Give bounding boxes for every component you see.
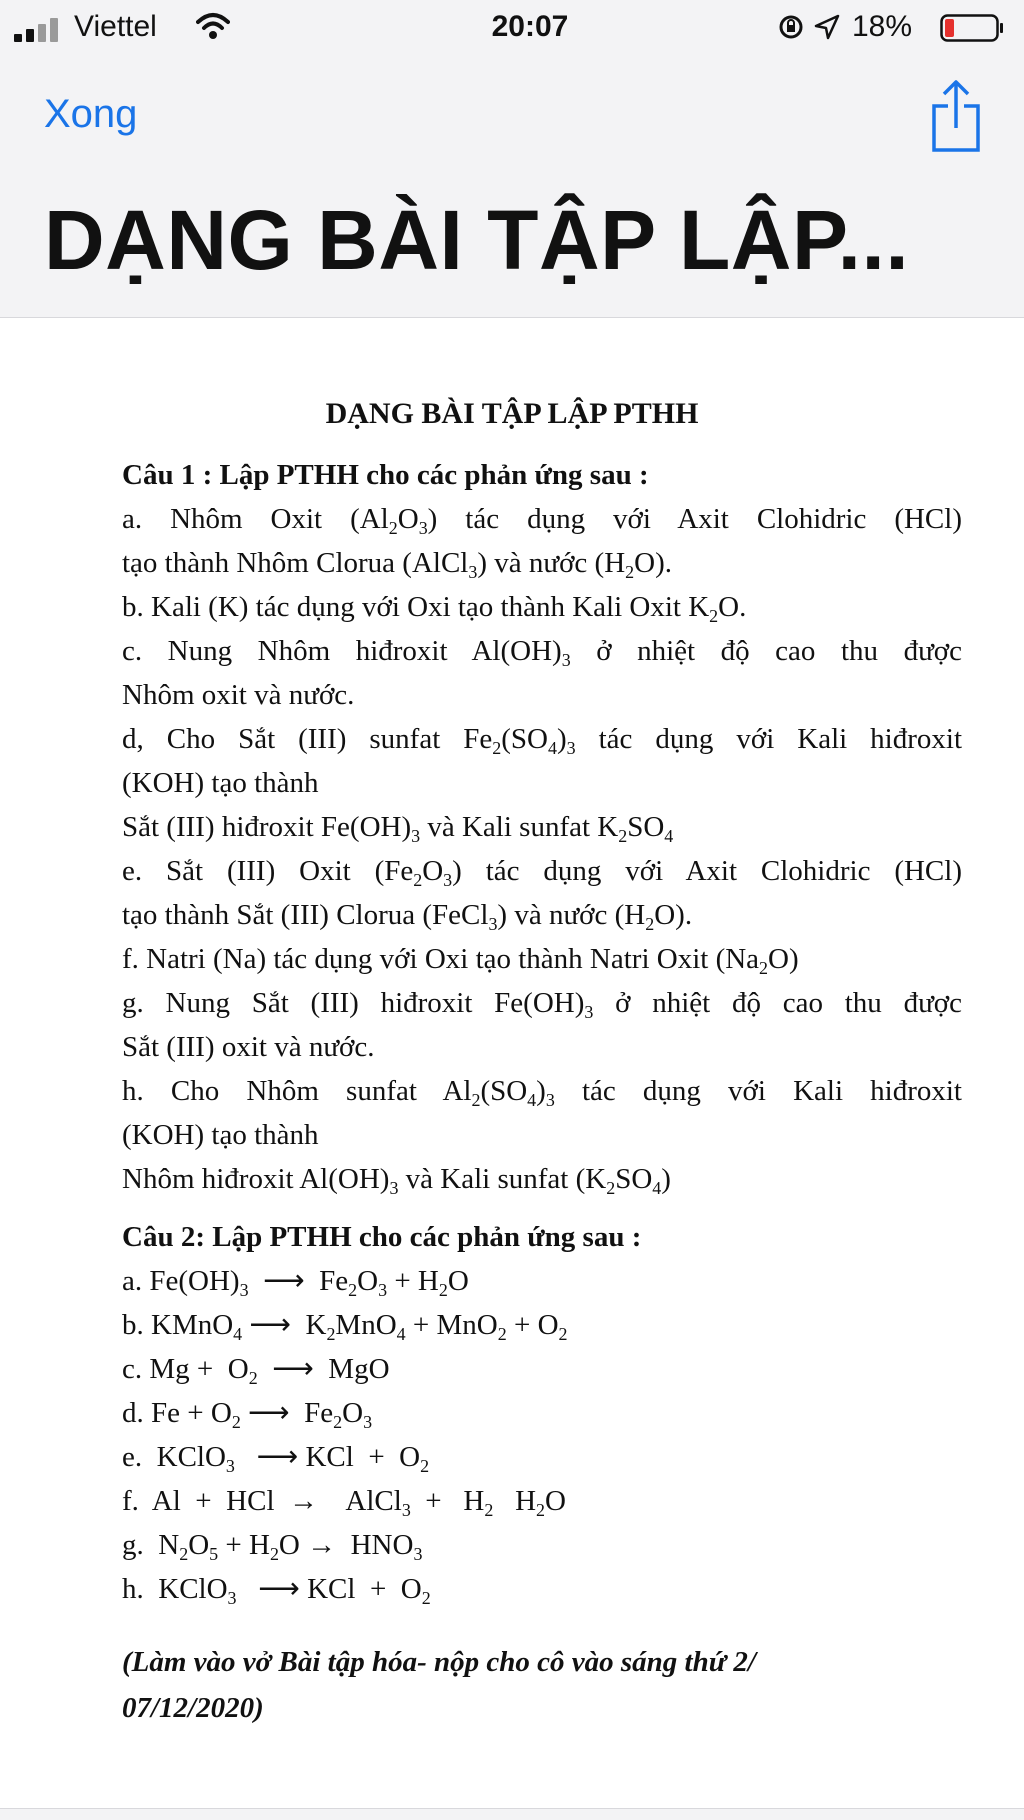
q2-equation-d bbox=[122, 1391, 962, 1435]
question-2-heading: Câu 2: Lập PTHH cho các phản ứng sau : bbox=[122, 1221, 642, 1253]
top-chrome bbox=[0, 0, 1024, 318]
equation-term: ⟶ KCl + O bbox=[234, 1441, 421, 1473]
q2-equation-a bbox=[122, 1259, 962, 1303]
equation-term: g. N bbox=[122, 1529, 180, 1561]
equation-term: c. Mg + O bbox=[122, 1353, 249, 1385]
q1-item-d-line-2: (KOH) tạo thành bbox=[122, 767, 319, 799]
equation-term: h. KClO bbox=[122, 1573, 228, 1605]
equation-term: O bbox=[188, 1529, 210, 1561]
q1-item-a-line-1: a. Nhôm Oxit $(Al_2O_3)$ tác dụng với Axit Clohidric (HCl) bbox=[122, 503, 962, 538]
q1-item-b: b. Kali (K) tác dụng với Oxi tạo thành Kali Oxit $K_2O$. bbox=[122, 591, 747, 626]
carrier-name: Viettel bbox=[74, 10, 157, 43]
q1-item-h-line-2: (KOH) tạo thành bbox=[122, 1119, 319, 1151]
equation-subscript: 3 bbox=[227, 1588, 237, 1608]
equation-term: H bbox=[493, 1485, 537, 1517]
equation-term: + H bbox=[410, 1485, 485, 1517]
equation-subscript: 2 bbox=[248, 1368, 258, 1388]
q1-item-e-line-2: tạo thành Sắt (III) Clorua (FeCl$_3$) và nước $(H_2O)$. bbox=[122, 899, 693, 934]
equation-term: O bbox=[447, 1265, 469, 1297]
done-button[interactable]: Xong bbox=[44, 92, 138, 136]
equation-subscript: 2 bbox=[348, 1280, 358, 1300]
equation-subscript: 3 bbox=[401, 1500, 411, 1520]
assignment-note-line-2: 07/12/2020) bbox=[122, 1692, 264, 1724]
battery-icon bbox=[940, 14, 1004, 42]
equation-subscript: 2 bbox=[536, 1500, 546, 1520]
document-view bbox=[0, 319, 1024, 1820]
equation-subscript: 2 bbox=[484, 1500, 494, 1520]
equation-subscript: 5 bbox=[209, 1544, 219, 1564]
equation-term: O bbox=[342, 1397, 364, 1429]
equation-subscript: 2 bbox=[269, 1544, 279, 1564]
equation-subscript: 2 bbox=[421, 1588, 431, 1608]
q1-item-d-line-3: Sắt (III) hiđroxit $Fe(OH)_3$ và Kali sunfat $K_2SO_4$ bbox=[122, 811, 674, 846]
equation-subscript: 2 bbox=[438, 1280, 448, 1300]
q1-item-e-line-1: e. Sắt (III) Oxit $(Fe_2O_3)$ tác dụng với Axit Clohidric (HCl) bbox=[122, 855, 962, 890]
bottom-toolbar bbox=[0, 1808, 1024, 1820]
q1-item-d-line-1: d, Cho Sắt (III) sunfat $Fe_2(SO_4)_3$ tác dụng với Kali hiđroxit bbox=[122, 723, 962, 758]
q1-item-g-line-2: Sắt (III) oxit và nước. bbox=[122, 1031, 375, 1063]
equation-term: MnO bbox=[335, 1309, 397, 1341]
q1-item-c-line-1: c. Nung Nhôm hiđroxit $Al(OH)_3$ ở nhiệt độ cao thu được bbox=[122, 635, 962, 670]
share-icon[interactable] bbox=[928, 78, 984, 154]
document-title: DẠNG BÀI TẬP LẬP PTHH bbox=[325, 397, 699, 430]
equation-term: O bbox=[545, 1485, 566, 1517]
q1-item-h-line-3: Nhôm hiđroxit $Al(OH)_3$ và Kali sunfat $(K_2SO_4)$ bbox=[122, 1163, 671, 1198]
question-1-heading: Câu 1 : Lập PTHH cho các phản ứng sau : bbox=[122, 459, 649, 491]
battery-percent: 18% bbox=[852, 10, 913, 43]
equation-term: + MnO bbox=[405, 1309, 498, 1341]
equation-term: e. KClO bbox=[122, 1441, 226, 1473]
document-body bbox=[122, 453, 962, 1731]
equation-term: O bbox=[357, 1265, 379, 1297]
equation-term: b. KMnO bbox=[122, 1309, 234, 1341]
equation-term: ⟶ K bbox=[242, 1309, 327, 1341]
equation-subscript: 3 bbox=[225, 1456, 235, 1476]
assignment-note-line-1: (Làm vào vở Bài tập hóa- nộp cho cô vào sáng thứ 2/ bbox=[122, 1646, 756, 1678]
equation-subscript: 4 bbox=[233, 1324, 243, 1344]
equation-subscript: 2 bbox=[497, 1324, 507, 1344]
signal-icon bbox=[14, 18, 72, 42]
location-icon bbox=[814, 14, 840, 40]
equation-term: a. Fe(OH) bbox=[122, 1265, 240, 1297]
equation-subscript: 2 bbox=[179, 1544, 189, 1564]
status-time: 20:07 bbox=[491, 10, 569, 43]
equation-term: + H bbox=[387, 1265, 439, 1297]
q2-equation-h bbox=[122, 1567, 962, 1611]
status-bar bbox=[0, 0, 1024, 56]
q2-equation-g bbox=[122, 1523, 962, 1567]
equation-term: + O bbox=[506, 1309, 559, 1341]
equation-subscript: 3 bbox=[239, 1280, 249, 1300]
equation-subscript: 4 bbox=[396, 1324, 406, 1344]
equation-subscript: 2 bbox=[326, 1324, 336, 1344]
equation-term: ⟶ Fe bbox=[248, 1265, 349, 1297]
equation-term: ⟶ Fe bbox=[240, 1397, 334, 1429]
equation-term: ⟶ MgO bbox=[257, 1353, 390, 1385]
q2-equation-e bbox=[122, 1435, 962, 1479]
page-title: DẠNG BÀI TẬP LẬP... bbox=[44, 193, 910, 287]
equation-term: d. Fe + O bbox=[122, 1397, 232, 1429]
q1-item-c-line-2: Nhôm oxit và nước. bbox=[122, 679, 355, 711]
equation-subscript: 2 bbox=[231, 1412, 241, 1432]
equation-term: O → HNO bbox=[278, 1529, 414, 1561]
wifi-icon bbox=[196, 12, 230, 40]
q1-item-g-line-1: g. Nung Sắt (III) hiđroxit $Fe(OH)_3$ ở nhiệt độ cao thu được bbox=[122, 987, 962, 1022]
equation-subscript: 3 bbox=[378, 1280, 388, 1300]
equation-term: f. Al + HCl → AlCl bbox=[122, 1485, 402, 1517]
equation-subscript: 3 bbox=[413, 1544, 423, 1564]
equation-subscript: 2 bbox=[558, 1324, 568, 1344]
q1-item-h-line-1: h. Cho Nhôm sunfat $Al_2(SO_4)_3$ tác dụng với Kali hiđroxit bbox=[122, 1075, 962, 1110]
q2-equation-b bbox=[122, 1303, 962, 1347]
equation-subscript: 3 bbox=[363, 1412, 373, 1432]
equation-term: ⟶ KCl + O bbox=[236, 1573, 422, 1605]
equation-subscript: 2 bbox=[333, 1412, 343, 1432]
q2-equation-c bbox=[122, 1347, 962, 1391]
equation-term: + H bbox=[218, 1529, 270, 1561]
q1-item-f: f. Natri (Na) tác dụng với Oxi tạo thành Natri Oxit $(Na_2O)$ bbox=[122, 943, 799, 978]
q2-equation-f bbox=[122, 1479, 962, 1523]
rotation-lock-icon bbox=[778, 14, 804, 40]
q1-item-a-line-2: tạo thành Nhôm Clorua (AlCl$_3$) và nước $(H_2O)$. bbox=[122, 547, 672, 582]
equation-subscript: 2 bbox=[420, 1456, 430, 1476]
